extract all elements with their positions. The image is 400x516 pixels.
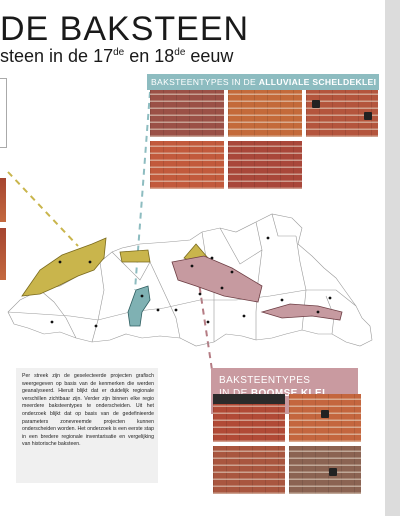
region-rose <box>172 256 262 302</box>
explanation-paragraph: Per streek zijn de geselecteerde projecten grafisch weergegeven op basis van de kenmerken die werden geanalyseerd. Hieruit blijkt dat er duidelijk regionale verschillen zichtbaar zijn. Verder zijn binnen elke regio meerdere baksteentypes te onderscheiden. Uit het onderzoek blijkt dat op basis van de gedefinieerde parameters zonevreemde projecten kunnen onderscheiden worden. Het onderzoek is een eerste stap in een bredere regionale inventarisatie en vergelijking van historische baksteen. <box>22 373 154 448</box>
region-teal <box>128 286 150 326</box>
poster-title: DE BAKSTEEN <box>0 10 250 48</box>
brick-photo <box>150 90 224 137</box>
region-olive-small <box>120 250 150 262</box>
connector-olive <box>8 172 78 246</box>
anchor-hole <box>321 410 329 418</box>
brick-photo <box>289 394 361 442</box>
brick-photo <box>289 446 361 494</box>
region-olive <box>22 238 106 296</box>
brick-photo <box>150 141 224 189</box>
brick-photo <box>228 90 302 137</box>
anchor-hole <box>329 468 337 476</box>
anchor-hole <box>364 112 372 120</box>
brick-photo <box>228 141 302 189</box>
poster-subtitle: steen in de 17de en 18de eeuw <box>0 46 234 66</box>
anchor-hole <box>312 100 320 108</box>
brick-photo <box>213 394 285 442</box>
brick-photo <box>213 446 285 494</box>
brick-photo <box>306 90 378 137</box>
page-edge <box>385 0 400 516</box>
banner-scheldeklei: BAKSTEENTYPES IN DE ALLUVIALE SCHELDEKLEI <box>147 74 379 90</box>
dark-beam <box>213 394 285 404</box>
banner-boomse-klei: BAKSTEENTYPES <box>211 368 358 414</box>
